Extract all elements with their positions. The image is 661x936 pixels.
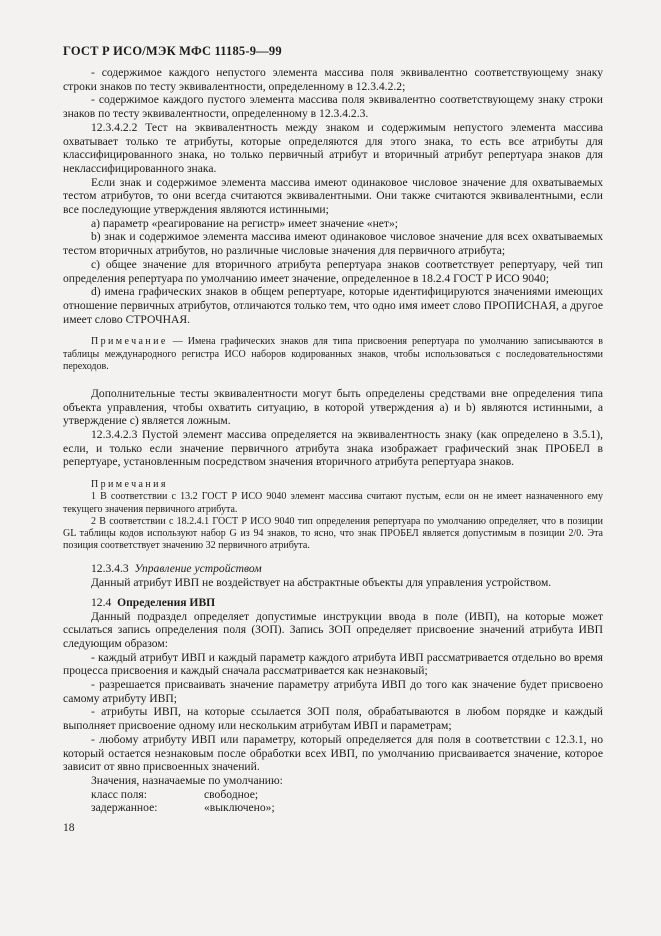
list-item: - атрибуты ИВП, на которые ссылается ЗОП поля, обрабатываются в любом порядке и каждый выполняет присвоение одному или нескольким атрибутам ИВП и параметрам;: [63, 705, 603, 733]
default-value: «выключено»;: [204, 801, 275, 815]
default-value: свободное;: [204, 787, 259, 801]
paragraph: Дополнительные тесты эквивалентности могут быть определены средствами вне определения типа объекта управления, чтобы охватить ситуацию, в которой утверждения a) и b) являются истинными, а утверждение c) является ложным.: [63, 386, 603, 428]
section-number: 12.3.4.3: [91, 562, 129, 576]
defaults-list: [63, 788, 603, 815]
clause-12-3-4-2-2: 12.3.4.2.2 Тест на эквивалентность между знаком и содержимым непустого элемента массива охватывает только те атрибуты, которые определяются для этого знака, то есть все атрибуты для классифицированного знака, но только первичный атрибут и вторичный атрибут репертуара знаков для неклассифицированного знака.: [63, 120, 603, 175]
notes-label: Примечания: [91, 479, 168, 491]
section-title: Управление устройством: [134, 562, 262, 576]
note-label: Примечание: [91, 336, 168, 348]
section-number: 12.4: [91, 595, 112, 609]
paragraph: Данный атрибут ИВП не воздействует на абстрактные объекты для управления устройством.: [91, 576, 552, 590]
list-item-b: b) знак и содержимое элемента массива имеют одинаковое числовое значение для всех охватываемых тестом вторичных атрибутов, но различные числовые значения для первичного атрибута;: [63, 230, 603, 258]
page-number: 18: [63, 821, 75, 834]
note: [63, 336, 603, 373]
list-item-a: a) параметр «реагирование на регистр» имеет значение «нет»;: [91, 216, 399, 230]
note-text: — Имена графических знаков для типа присвоения репертуара по умолчанию записываются в таблицы международного регистра ИСО наборов кодированных знаков, чтобы использоваться с последовательностями переходов.: [63, 336, 603, 372]
default-key: класс поля:: [91, 787, 147, 801]
list-item: - содержимое каждого пустого элемента массива поля эквивалентно соответствующему знаку строки знаков по тесту эквивалентности, определенному в 12.3.4.2.3.: [63, 93, 603, 121]
defaults-row: [63, 788, 603, 802]
note-item: 2 В соответствии с 18.2.4.1 ГОСТ Р ИСО 9040 тип определения репертуара по умолчанию определяет, что в позиции GL таблицы кодов используют набор G из 94 знаков, то ясно, что знак ПРОБЕЛ является допустимым в позиции 2/0. Эта позиция соответствует значению 32 первичного атрибута.: [63, 515, 603, 552]
document-header: ГОСТ Р ИСО/МЭК МФС 11185-9—99: [63, 44, 282, 58]
note-item: 1 В соответствии с 13.2 ГОСТ Р ИСО 9040 элемент массива считают пустым, если он не имеет назначенного ему текущего значения первичного атрибута.: [63, 491, 603, 515]
list-item: - содержимое каждого непустого элемента массива поля эквивалентно соответствующему знаку строки знаков по тесту эквивалентности, определенному в 12.3.4.2.2;: [63, 66, 603, 93]
section-title: Определения ИВП: [117, 595, 216, 609]
list-item: - каждый атрибут ИВП и каждый параметр каждого атрибута ИВП рассматривается отдельно во время процесса присвоения и каждый сначала рассматривается как незнаковый;: [63, 650, 603, 678]
list-item-c: c) общее значение для вторичного атрибута репертуара знаков соответствует репертуару, чей тип определения репертуара по умолчанию имеет значение, определенное в 18.2.4 ГОСТ Р ИСО 9040;: [63, 257, 603, 285]
paragraph: Значения, назначаемые по умолчанию:: [91, 773, 283, 787]
clause-12-3-4-2-3: 12.3.4.2.3 Пустой элемент массива определяется на эквивалентность знаку (как определено в 3.5.1), если, и только если значение первичного атрибута знака изображает графический знак ПРОБЕЛ в репертуаре, установленным посредством значения вторичного атрибута репертуара знаков.: [63, 428, 603, 469]
list-item-d: d) имена графических знаков в общем репертуаре, которые идентифицируются значениями имеющих отношение первичных атрибутов, отличаются только тем, что одно имя имеет слово ПРОПИСНАЯ, а другое имеет слово СТРОЧНАЯ.: [63, 285, 603, 326]
defaults-row: [63, 801, 603, 815]
paragraph: Данный подраздел определяет допустимые инструкции ввода в поле (ИВП), на которые может ссылаться запись определения поля (ЗОП). Запись ЗОП определяет присвоение значений атрибута ИВП следующим образом:: [63, 609, 603, 650]
paragraph: Если знак и содержимое элемента массива имеют одинаковое числовое значение для охватываемых тестом атрибутов, то они всегда считаются эквивалентными. Они также считаются эквивалентными, если все последующие утверждения являются истинными;: [63, 175, 603, 217]
default-key: задержанное:: [91, 801, 158, 815]
section-heading: [63, 562, 603, 576]
section-heading: [63, 596, 603, 610]
list-item: - любому атрибуту ИВП или параметру, который определяется для поля в соответствии с 12.3.1, но который остается незнаковым после обработки всех ИВП, по умолчанию присваивается значение, которое зависит от явно присвоенных значений.: [63, 732, 603, 774]
list-item: - разрешается присваивать значение параметру атрибута ИВП до того как значение будет присвоено самому атрибуту ИВП;: [63, 678, 603, 705]
